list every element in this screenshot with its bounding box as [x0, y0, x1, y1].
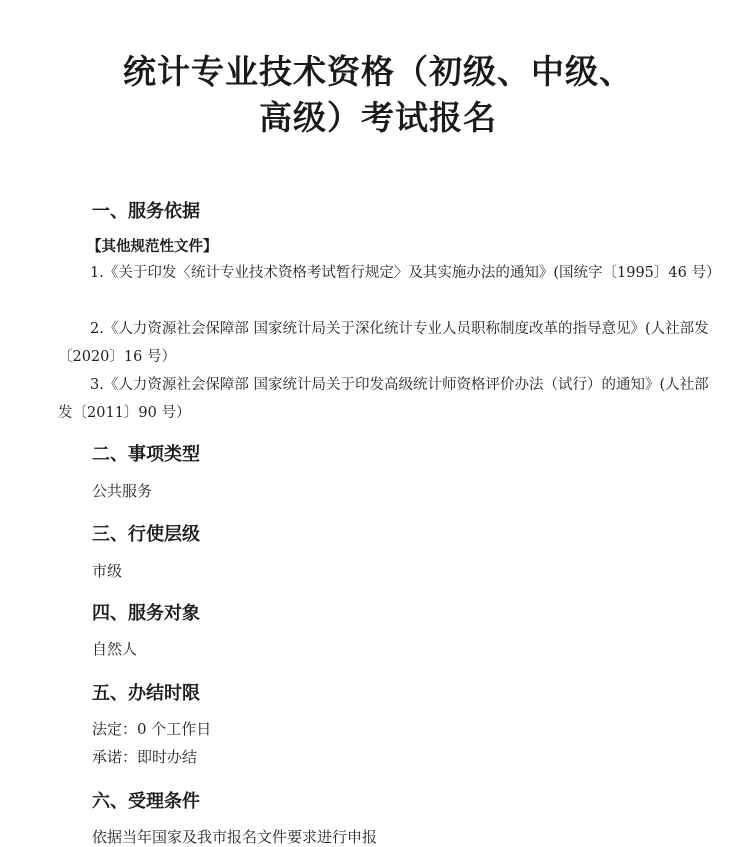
time-limit-statutory: 法定：0 个工作日 — [92, 720, 212, 738]
subheading-other-normative-documents: 【其他规范性文件】 — [87, 239, 218, 255]
section-heading-service-basis: 一、服务依据 — [92, 201, 200, 222]
section-heading-time-limit: 五、办结时限 — [92, 683, 200, 704]
section-heading-exercise-level: 三、行使层级 — [92, 524, 200, 545]
reference-item-1: 1.《关于印发〈统计专业技术资格考试暂行规定〉及其实施办法的通知》(国统字〔1995〕46 号） — [90, 265, 721, 281]
section-heading-service-target: 四、服务对象 — [92, 603, 200, 624]
exercise-level-value: 市级 — [92, 562, 123, 580]
document-title-line-2: 高级）考试报名 — [259, 98, 497, 137]
acceptance-conditions-value: 依据当年国家及我市报名文件要求进行申报 — [92, 828, 378, 846]
section-heading-item-type: 二、事项类型 — [92, 444, 200, 465]
service-target-value: 自然人 — [92, 640, 138, 658]
section-heading-acceptance-conditions: 六、受理条件 — [92, 791, 200, 812]
time-limit-promised: 承诺：即时办结 — [92, 748, 198, 766]
item-type-value: 公共服务 — [92, 482, 153, 500]
reference-item-2: 2.《人力资源社会保障部 国家统计局关于深化统计专业人员职称制度改革的指导意见》(人社部发〔2020〕16 号） — [58, 321, 709, 365]
document-title-line-1: 统计专业技术资格（初级、中级、 — [123, 52, 633, 91]
reference-item-3: 3.《人力资源社会保障部 国家统计局关于印发高级统计师资格评价办法（试行）的通知》(人社部发〔2011〕90 号） — [58, 377, 709, 421]
